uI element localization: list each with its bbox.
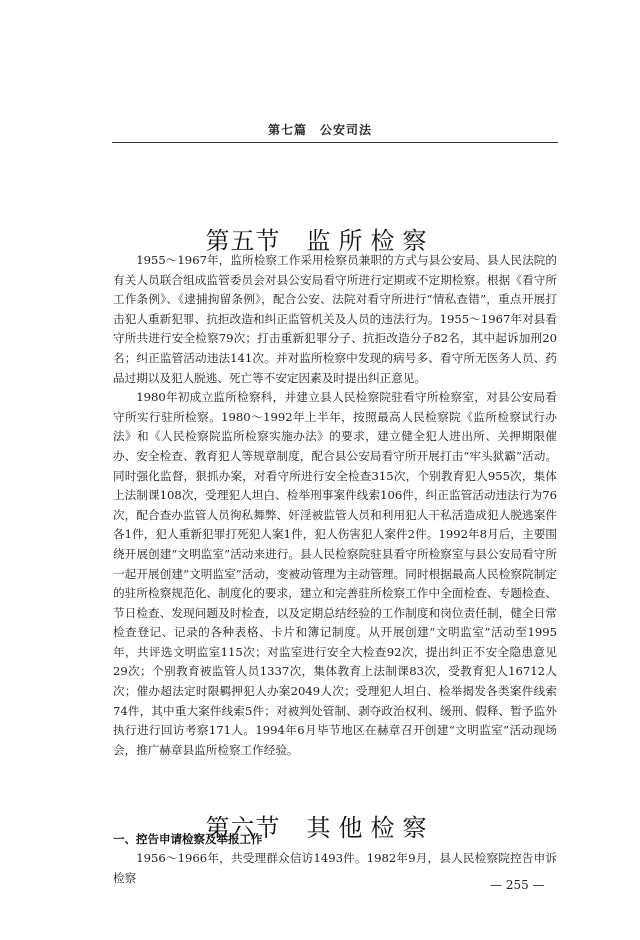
- paragraph: 1980年初成立监所检察科，并建立县人民检察院驻看守所检察室，对县公安局看守所实行驻所检察。1980～1992年上半年，按照最高人民检察院《监所检察试行办法》和《人民检察院监所检察实施办法》的要求，建立健全犯人进出所、关押期限催办、安全检查、教育犯人等规章制度，配合县公安局看守所开展打击“牢头狱霸”活动。同时强化监督，狠抓办案，对看守所进行安全检查315次，个别教育犯人955次，集体上法制课108次，受理犯人坦白、检举刑事案件线索106件，纠正监管活动违法行为76次，配合查办监管人员徇私舞弊、奸淫被监管人员和利用犯人干私活造成犯人脱逃案件各1件，犯人重新犯罪打死犯人案1件，犯人伤害犯人案件2件。1992年8月后，主要围绕开展创建“文明监室”活动来进行。县人民检察院驻县看守所检察室与县公安局看守所一起开展创建“文明监室”活动，变被动管理为主动管理。同时根据最高人民检察院制定的驻所检察规范化、制度化的要求，建立和完善驻所检察工作中全面检查、专题检查、节日检查、发现问题及时检查，以及定期总结经验的工作制度和岗位责任制，健全日常检查登记、记录的各种表格、卡片和簿记制度。从开展创建“文明监室”活动至1995年，共评选文明监室115次；对监室进行安全大检查92次，提出纠正不安全隐患意见29次；个别教育被监管人员1337次，集体教育上法制课83次，受教育犯人16712人次；催办超法定时限羁押犯人办案2049人次；受理犯人坦白、检举揭发各类案件线索74件，其中重大案件线索5件；对被判处管制、剥夺政治权利、缓刑、假释、暂予监外执行进行回访考察171人。1994年6月毕节地区在赫章召开创建“文明监室”活动现场会，推广赫章县监所检察工作经验。: [113, 390, 557, 757]
- subheading: 一、控告申请检察及举报工作: [113, 832, 263, 846]
- running-header: 第七篇 公安司法: [267, 123, 372, 137]
- section-title-6: [0, 808, 640, 843]
- section-number: 第五节: [205, 226, 281, 255]
- section-name: 监所检察: [306, 226, 435, 255]
- section-5-body: [113, 251, 557, 760]
- paragraph: 1956～1966年，共受理群众信访1493件。1982年9月，县人民检察院控告申诉检察: [113, 851, 557, 885]
- page-number: — 255 —: [490, 878, 545, 892]
- section-number: 第六节: [205, 813, 281, 842]
- header-rule: [112, 142, 558, 143]
- section-name: 其他检察: [306, 813, 435, 842]
- paragraph: 1955～1967年，监所检察工作采用检察员兼职的方式与县公安局、县人民法院的有关人员联合组成监管委员会对县公安局看守所进行定期或不定期检察。根据《看守所工作条例》、《逮捕拘留条例》，配合公安、法院对看守所进行“情私查错”，重点开展打击犯人重新犯罪、抗拒改造和纠正监管机关及人员的违法行为。1955～1967年对县看守所共进行安全检察79次；打击重新犯罪分子、抗拒改造分子82名，其中起诉加刑20名；纠正监管活动违法141次。并对监所检察中发现的病号多、看守所无医务人员、药品过期以及犯人脱逃、死亡等不安定因素及时提出纠正意见。: [113, 253, 557, 385]
